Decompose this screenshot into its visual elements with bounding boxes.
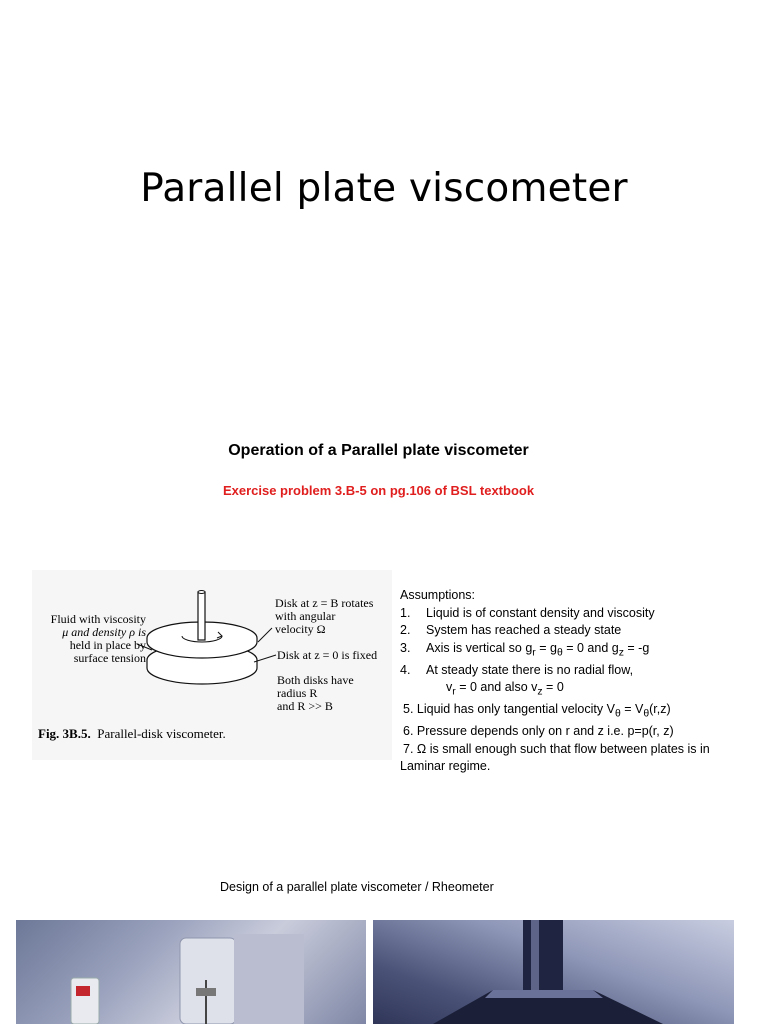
item-text: = 0 and also v <box>455 680 538 694</box>
assumption-item: 6. Pressure depends only on r and z i.e. p=p(r, z) <box>403 724 674 738</box>
item-text: = g <box>535 640 557 655</box>
item-text: Axis is vertical so g <box>426 640 533 655</box>
radius-label-line: and R >> B <box>277 699 333 713</box>
assumption-item-continuation <box>400 679 750 701</box>
fluid-label-line: μ and density ρ is <box>62 625 146 639</box>
top-disk-label-line: with angular <box>275 609 336 623</box>
fluid-label-line: surface tension <box>73 651 146 665</box>
assumption-item <box>400 605 750 623</box>
top-disk-label-line: velocity Ω <box>275 622 326 636</box>
item-text: System has reached a steady state <box>426 623 622 637</box>
fluid-label-line: held in place by <box>69 638 146 652</box>
item-number: 3. <box>400 640 411 655</box>
item-text: 5. Liquid has only tangential velocity V <box>403 702 615 716</box>
item-text: (r,z) <box>649 702 671 716</box>
subscript: z <box>537 686 543 698</box>
radius-label-line: radius R <box>277 686 318 700</box>
top-disk-label <box>275 597 373 636</box>
section-heading: Operation of a Parallel plate viscometer <box>228 442 529 459</box>
subscript: θ <box>643 708 650 720</box>
design-caption: Design of a parallel plate viscometer / Rheometer <box>220 880 494 894</box>
item-text: = V <box>620 702 644 716</box>
subscript: r <box>532 647 536 658</box>
item-text: At steady state there is no radial flow, <box>426 662 634 677</box>
assumptions-list <box>400 587 750 776</box>
viscometer-figure <box>32 570 392 760</box>
assumption-item <box>400 640 750 662</box>
item-number: 2. <box>400 623 411 637</box>
top-disk-label-line: Disk at z = B rotates <box>275 596 374 610</box>
shaft <box>198 592 205 640</box>
figure-caption <box>38 726 226 742</box>
assumption-item-continuation: Laminar regime. <box>400 759 491 773</box>
item-number: 1. <box>400 605 411 620</box>
fluid-label <box>38 613 146 665</box>
assumption-item <box>400 662 750 680</box>
subscript: θ <box>614 708 621 720</box>
assumptions-heading: Assumptions: <box>400 588 476 602</box>
plate-closeup-photo-art <box>373 920 734 1024</box>
item-text: = -g <box>623 640 650 655</box>
assumption-item: 7. Ω is small enough such that flow between plates is in <box>403 741 710 756</box>
rheometer-photo <box>16 920 366 1024</box>
subscript: z <box>618 647 624 658</box>
bottom-disk-label: Disk at z = 0 is fixed <box>277 648 378 662</box>
subscript: r <box>452 686 456 698</box>
rheometer-photo-art <box>16 920 366 1024</box>
exercise-reference: Exercise problem 3.B-5 on pg.106 of BSL textbook <box>222 483 535 498</box>
figure-number: Fig. 3B.5. <box>38 726 91 741</box>
item-number: 4. <box>400 662 411 677</box>
assumption-item <box>400 701 750 723</box>
item-text: Liquid is of constant density and viscosity <box>426 605 655 620</box>
item-text: = 0 <box>542 680 564 694</box>
slide-title: Parallel plate viscometer <box>140 166 628 211</box>
figure-caption-text: Parallel-disk viscometer. <box>97 726 226 741</box>
item-text: v <box>446 680 453 694</box>
radius-label <box>277 674 354 713</box>
fluid-label-line: Fluid with viscosity <box>50 612 146 626</box>
subscript: θ <box>556 647 563 658</box>
bottom-disk-edge <box>147 660 257 684</box>
item-text: = 0 and g <box>562 640 619 655</box>
assumption-item <box>400 622 750 640</box>
plate-closeup-photo <box>373 920 734 1024</box>
radius-label-line: Both disks have <box>277 673 354 687</box>
